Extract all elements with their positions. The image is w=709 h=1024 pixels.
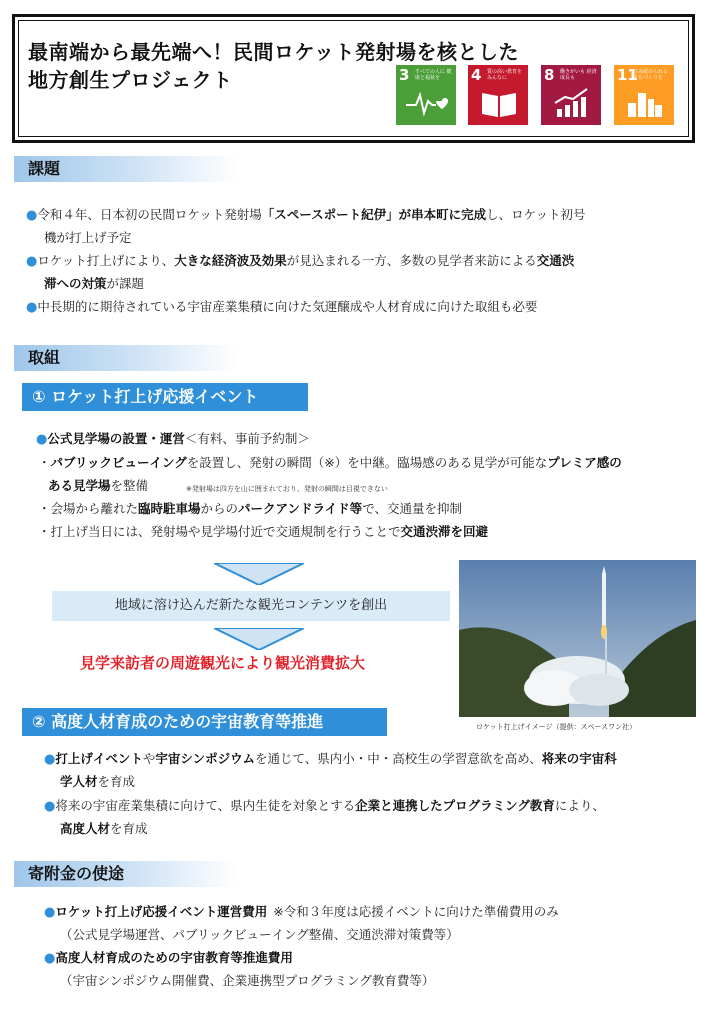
action-item-3: [38, 498, 462, 520]
donation-item-1-detail: （公式見学場運営、パブリックビューイング整備、交通渋滞対策費等）: [60, 927, 459, 942]
education-emphasis: 高度人材: [60, 821, 111, 836]
bullet-icon: ●: [26, 254, 38, 269]
subsection-2-heading: ② 高度人材育成のための宇宙教育等推進: [22, 708, 387, 736]
actions-heading: 取組: [14, 345, 238, 371]
action-emphasis: 交通渋滞を回避: [400, 524, 489, 539]
issue-item-2: [26, 250, 574, 273]
sdg-text: 質の高い教育を みんなに: [487, 69, 523, 81]
donation-emphasis: ロケット打上げ応援イベント運営費用: [55, 904, 268, 919]
footnote: ※発射場は四方を山に囲まれており、発射の瞬間は目視できない: [186, 485, 388, 493]
subsection-1-heading: ① ロケット打上げ応援イベント: [22, 383, 308, 411]
education-text: により、: [554, 798, 605, 813]
outcome-banner: 地域に溶け込んだ新たな観光コンテンツを創出: [52, 591, 450, 621]
issues-heading: 課題: [14, 156, 238, 182]
sdg-11-icon: [614, 65, 674, 125]
action-emphasis: 臨時駐車場: [138, 501, 201, 516]
issue-emphasis: 大きな経済波及効果: [174, 253, 287, 268]
action-text: ＜有料、事前予約制＞: [184, 431, 310, 446]
issue-item-2-cont: [44, 273, 144, 295]
education-item-1-cont: [60, 771, 135, 793]
action-emphasis: パブリックビューイング: [50, 455, 187, 470]
action-emphasis: ある見学場: [48, 478, 111, 493]
sdg-number: 4: [471, 66, 482, 84]
education-emphasis: 宇宙シンポジウム: [155, 751, 255, 766]
donation-text: ※令和３年度は応援イベントに向けた準備費用のみ: [273, 904, 559, 919]
issue-item-1: [26, 204, 586, 227]
education-text: や: [142, 751, 156, 766]
down-arrow-icon: [214, 628, 304, 650]
action-item-4: [38, 521, 488, 543]
issue-item-3: [26, 296, 537, 319]
action-text: で、交通量を抑制: [362, 501, 462, 516]
action-text: を整備: [110, 478, 149, 493]
bullet-icon: ●: [44, 951, 56, 966]
donation-item-2-detail: （宇宙シンポジウム開催費、企業連携型プログラミング教育費等）: [60, 973, 435, 988]
rocket-launch-image: [459, 560, 696, 717]
bullet-icon: ●: [44, 905, 56, 920]
action-emphasis: パークアンドライド等: [238, 501, 363, 516]
issue-emphasis: 「スペースポート紀伊」が串本町に完成: [261, 207, 487, 222]
sdg-text: すべての人に 健康と福祉を: [415, 69, 452, 81]
bullet-icon: ●: [44, 799, 56, 814]
action-item-2: [38, 452, 622, 474]
action-emphasis: プレミア感の: [547, 455, 622, 470]
donation-item-1: [44, 901, 559, 924]
education-text: を育成: [97, 774, 136, 789]
education-item-2-cont: [60, 818, 148, 840]
issue-text: が課題: [106, 276, 145, 291]
issue-text: 中長期的に期待されている宇宙産業集積に向けた気運醸成や人材育成に向けた取組も必要: [37, 299, 538, 314]
down-arrow-icon: [214, 563, 304, 585]
education-emphasis: 学人材: [60, 774, 98, 789]
education-emphasis: 将来の宇宙科: [541, 751, 617, 766]
education-item-1: [44, 748, 617, 771]
education-text: を通じて、県内小・中・高校生の学習意欲を高め、: [254, 751, 542, 766]
city-icon: [624, 87, 666, 119]
growth-chart-icon: [551, 87, 593, 119]
bullet-icon: ●: [36, 432, 48, 447]
action-text: ・: [38, 455, 51, 470]
sdg-number: 8: [544, 66, 555, 84]
education-item-2: [44, 795, 605, 818]
bullet-icon: ●: [26, 300, 38, 315]
outcome-result: 見学来訪者の周遊観光により観光消費拡大: [80, 654, 366, 672]
issue-text: し、ロケット初号: [486, 207, 586, 222]
donation-item-2: [44, 947, 293, 970]
sdg-4-icon: [468, 65, 528, 125]
issue-emphasis: 交通渋: [536, 253, 575, 268]
education-text: 将来の宇宙産業集積に向けて、県内生徒を対象とする: [55, 798, 356, 813]
title-line-1: 最南端から最先端へ！民間ロケット発射場を核とした: [28, 40, 519, 64]
heartbeat-icon: [406, 87, 448, 119]
action-text: からの: [200, 501, 239, 516]
title-line-2: 地方創生プロジェクト: [28, 68, 233, 92]
rocket-launch-photo: [459, 560, 696, 717]
sdg-text: 住み続けられる まちづくりを: [633, 69, 669, 81]
book-icon: [478, 87, 520, 119]
photo-caption: ロケット打上げイメージ（提供：スペースワン社）: [476, 723, 637, 731]
issue-text: が見込まれる一方、多数の見学者来訪による: [286, 253, 537, 268]
bullet-icon: ●: [44, 752, 56, 767]
action-item-1: [36, 428, 310, 451]
sdg-text: 働きがいも 経済成長も: [560, 69, 597, 81]
issue-item-1-cont: 機が打上げ予定: [44, 230, 132, 245]
education-emphasis: 打上げイベント: [55, 751, 143, 766]
education-text: を育成: [110, 821, 148, 836]
education-emphasis: 企業と連携したプログラミング教育: [355, 798, 555, 813]
action-text: を設置し、発射の瞬間（※）を中継。臨場感のある見学が可能な: [186, 455, 548, 470]
issue-emphasis: 滞への対策: [44, 276, 107, 291]
action-text: ・会場から離れた: [38, 501, 139, 516]
issue-text: ロケット打上げにより、: [37, 253, 175, 268]
action-item-2-cont: [48, 475, 148, 497]
action-text: ・打上げ当日には、発射場や見学場付近で交通規制を行うことで: [38, 524, 401, 539]
donation-emphasis: 高度人材育成のための宇宙教育等推進費用: [55, 950, 293, 965]
issue-text: 令和４年、日本初の民間ロケット発射場: [37, 207, 262, 222]
sdg-3-icon: [396, 65, 456, 125]
sdg-number: 3: [399, 66, 410, 84]
sdg-8-icon: [541, 65, 601, 125]
bullet-icon: ●: [26, 208, 38, 223]
action-emphasis: 公式見学場の設置・運営: [47, 431, 185, 446]
sdg-number: 11: [617, 66, 638, 84]
donation-heading: 寄附金の使途: [14, 861, 238, 887]
